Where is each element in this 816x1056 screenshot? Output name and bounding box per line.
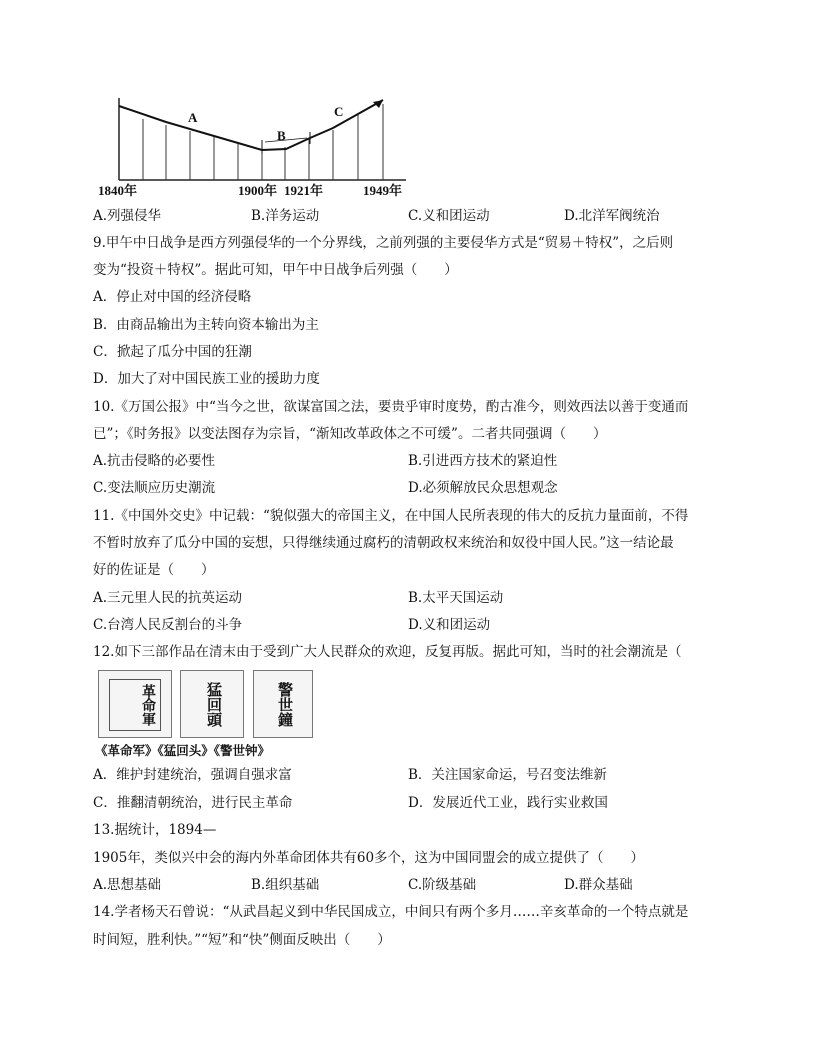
q11-stem-line2: 不暂时放弃了瓜分中国的妄想，只得继续通过腐朽的清朝政权来统治和奴役中国人民。”这一结论最	[93, 535, 674, 551]
segment-label-b: B	[277, 128, 286, 143]
q9-option-c: C．掀起了瓜分中国的狂潮	[93, 344, 252, 360]
q11-option-a: A.三元里人民的抗英运动	[93, 590, 243, 606]
q12-option-d: D．发展近代工业，践行实业救国	[408, 795, 608, 811]
book-title-menghuitou: 猛回頭	[205, 681, 223, 727]
q10-option-c: C.变法顺应历史潮流	[93, 480, 216, 496]
year-label-1949: 1949年	[363, 183, 403, 198]
vertical-lines	[143, 104, 383, 180]
q11-option-c: C.台湾人民反割台的斗争	[93, 617, 243, 633]
year-label-1900: 1900年	[238, 183, 278, 198]
q11-option-b: B.太平天国运动	[408, 590, 504, 606]
segment-label-c: C	[334, 104, 344, 119]
q13-option-d: D.群众基础	[564, 877, 633, 893]
q12-stem-line1: 12.如下三部作品在清末由于受到广大人民群众的欢迎，反复再版。据此可知，当时的社会潮流是（	[93, 644, 682, 660]
q8-option-b: B.洋务运动	[251, 208, 320, 224]
q12-option-b: B．关注国家命运，号召变法维新	[408, 767, 607, 783]
q13-stem-line1: 13.据统计，1894—	[93, 822, 217, 838]
year-label-1921: 1921年	[284, 183, 324, 198]
q9-stem-line2: 变为“投资＋特权”。据此可知，甲午中日战争后列强（ ）	[93, 262, 458, 278]
q10-stem-line1: 10.《万国公报》中“当今之世，欲谋富国之法，要贵乎审时度势，酌古准今，则效西法以善于变通而	[93, 399, 689, 415]
q9-option-b: B．由商品输出为主转向资本输出为主	[93, 317, 319, 333]
q11-stem-line3: 好的佐证是（ ）	[93, 562, 215, 578]
q10-option-d: D.必须解放民众思想观念	[408, 480, 558, 496]
q13-stem-line2: 1905年，类似兴中会的海内外革命团体共有60多个，这为中国同盟会的成立提供了（ ）	[93, 850, 645, 866]
segment-label-a: A	[188, 110, 198, 125]
q8-option-d: D.北洋军阀统治	[564, 208, 660, 224]
q12-option-a: A．维护封建统治，强调自强求富	[93, 767, 292, 783]
history-trend-diagram	[96, 94, 426, 184]
q12-image-caption: 《革命军》《猛回头》《警世钟》	[95, 743, 271, 758]
q8-option-a: A.列强侵华	[93, 208, 162, 224]
q11-option-d: D.义和团运动	[408, 617, 491, 633]
q10-option-a: A.抗击侵略的必要性	[93, 453, 216, 469]
q13-option-c: C.阶级基础	[408, 877, 477, 893]
year-label-1840: 1840年	[98, 183, 138, 198]
q13-option-a: A.思想基础	[93, 877, 162, 893]
q10-option-b: B.引进西方技术的紧迫性	[408, 453, 558, 469]
book-title-jingshizhong: 警世鐘	[276, 681, 294, 727]
q9-option-d: D．加大了对中国民族工业的援助力度	[93, 371, 320, 387]
book-title-gemingjun: 革命軍	[109, 679, 161, 731]
q13-option-b: B.组织基础	[251, 877, 320, 893]
q8-option-c: C.义和团运动	[408, 208, 490, 224]
q14-stem-line2: 时间短，胜利快。”“短”和“快”侧面反映出（ ）	[93, 932, 391, 948]
trend-line	[119, 100, 383, 150]
q14-stem-line1: 14.学者杨天石曾说：“从武昌起义到中华民国成立，中间只有两个多月……辛亥革命的一个特点就是	[93, 904, 689, 920]
q9-stem-line1: 9.甲午中日战争是西方列强侵华的一个分界线，之前列强的主要侵华方式是“贸易＋特权”，之后则	[93, 235, 674, 251]
book-cover-gemingjun	[98, 670, 172, 738]
q12-option-c: C．推翻清朝统治，进行民主革命	[93, 795, 293, 811]
q11-stem-line1: 11.《中国外交史》中记载：“貌似强大的帝国主义，在中国人民所表现的伟大的反抗力量面前，不得	[93, 508, 689, 524]
q10-stem-line2: 已”；《时务报》以变法图存为宗旨，“渐知改革政体之不可缓”。二者共同强调（ ）	[93, 426, 607, 442]
q9-option-a: A．停止对中国的经济侵略	[93, 289, 252, 305]
book-cover-jingshizhong	[253, 670, 313, 738]
book-cover-menghuitou	[180, 670, 244, 738]
